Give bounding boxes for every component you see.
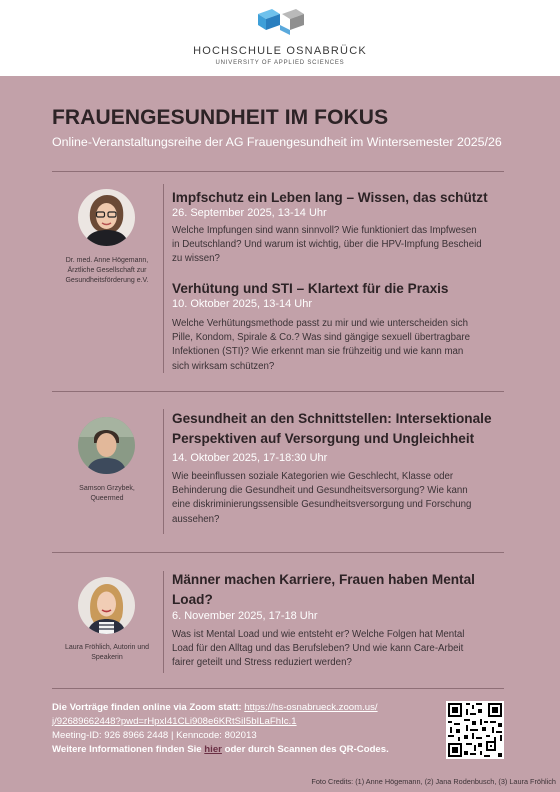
talk-description-line: Wie beeinflussen soziale Kategorien wie Geschlecht, Klasse oder bbox=[172, 471, 454, 482]
photo-credits: Foto Credits: (1) Anne Högemann, (2) Jana Rodenbusch, (3) Laura Fröhlich bbox=[311, 777, 556, 786]
more-info-line bbox=[52, 743, 389, 757]
talk-title-line: Perspektiven auf Versorgung und Ungleichheit bbox=[172, 431, 475, 446]
talk-description-4 bbox=[172, 628, 507, 671]
talk-description-2 bbox=[172, 317, 507, 374]
speaker-caption-line: Samson Grzybek, bbox=[79, 485, 135, 492]
zoom-info-prefix: Die Vorträge finden online via Zoom statt: bbox=[52, 702, 242, 713]
talk-description-line: Welche Verhütungsmethode passt zu mir und wie unterscheiden sich bbox=[172, 318, 468, 329]
speaker-caption-line: Queermed bbox=[90, 495, 124, 502]
speaker-caption-line: Dr. med. Anne Högemann, bbox=[65, 257, 149, 264]
meeting-info: Meeting-ID: 926 8966 2448 | Kenncode: 802013 bbox=[52, 730, 257, 741]
divider bbox=[52, 391, 504, 392]
talk-description-line: eine diskriminierungssensible Gesundheitsversorgung und Forschung bbox=[172, 499, 472, 511]
speaker-caption-line: Ärztliche Gesellschaft zur bbox=[67, 267, 147, 274]
vertical-divider bbox=[163, 409, 164, 534]
talk-description-3 bbox=[172, 470, 507, 527]
talk-description-line: Infektionen (STI)? Wie erkennt man sie frühzeitig und wie kann man bbox=[172, 346, 464, 358]
more-info-link[interactable]: hier bbox=[204, 744, 222, 755]
talk-title-line: Impfschutz ein Leben lang – Wissen, das schützt bbox=[172, 190, 488, 205]
hs-osnabrueck-logo-icon bbox=[258, 9, 304, 35]
talk-date-2: 10. Oktober 2025, 13-14 Uhr bbox=[172, 298, 313, 310]
talk-description-1 bbox=[172, 224, 507, 267]
talk-title-line: Verhütung und STI – Klartext für die Praxis bbox=[172, 281, 449, 296]
talk-description-line: fairer geteilt und Stress reduziert werden? bbox=[172, 657, 352, 669]
page-title: FRAUENGESUNDHEIT IM FOKUS bbox=[52, 106, 389, 129]
talk-date-1: 26. September 2025, 13-14 Uhr bbox=[172, 207, 327, 219]
speaker-caption-line: Speakerin bbox=[91, 654, 123, 661]
avatar-samson-grzybek bbox=[78, 417, 135, 474]
talk-description-line: Pille, Kondom, Spirale & Co.? Was sind gängige sexuell übertragbare bbox=[172, 332, 470, 344]
speaker-caption-1 bbox=[52, 256, 162, 286]
talk-description-line: Load für den Alltag und das Berufsleben? Und wie kann Care-Arbeit bbox=[172, 643, 464, 655]
zoom-link-continued[interactable]: j/92689662448?pwd=rHpxI41CLi908e6KRtSiI5bILaFhIc.1 bbox=[52, 716, 297, 727]
header bbox=[0, 0, 560, 76]
vertical-divider bbox=[163, 184, 164, 373]
zoom-info-line bbox=[52, 701, 378, 715]
qr-code-icon[interactable] bbox=[446, 701, 504, 759]
talk-title-2 bbox=[172, 279, 507, 299]
talk-date-3: 14. Oktober 2025, 17-18:30 Uhr bbox=[172, 452, 328, 464]
more-info-suffix: oder durch Scannen des QR-Codes. bbox=[224, 744, 389, 755]
talk-description-line: Was ist Mental Load und wie entsteht er? Welche Folgen hat Mental bbox=[172, 629, 465, 640]
talk-description-line: sich wirksam schützen? bbox=[172, 360, 275, 372]
talk-title-1 bbox=[172, 188, 507, 208]
talk-title-4 bbox=[172, 570, 507, 610]
zoom-link[interactable]: https://hs-osnabrueck.zoom.us/ bbox=[244, 702, 378, 713]
talk-date-4: 6. November 2025, 17-18 Uhr bbox=[172, 610, 318, 622]
speaker-caption-3 bbox=[52, 643, 162, 663]
vertical-divider bbox=[163, 571, 164, 673]
talk-title-line: Gesundheit an den Schnittstellen: Intersektionale bbox=[172, 411, 492, 426]
speaker-caption-line: Laura Fröhlich, Autorin und bbox=[64, 644, 150, 651]
talk-title-line: Männer machen Karriere, Frauen haben Mental bbox=[172, 572, 475, 587]
divider bbox=[52, 688, 504, 689]
page-subtitle: Online-Veranstaltungsreihe der AG Frauengesundheit im Wintersemester 2025/26 bbox=[52, 135, 502, 149]
talk-description-line: in Deutschland? Und warum ist wichtig, über die HPV-Impfung Bescheid bbox=[172, 239, 482, 251]
talk-description-line: zu wissen? bbox=[172, 253, 220, 265]
avatar-anne-hoegemann bbox=[78, 189, 135, 246]
talk-description-line: aussehen? bbox=[172, 513, 220, 525]
talk-description-line: Behinderung die Gesundheit und Gesundheitsversorgung? Wie kann bbox=[172, 485, 468, 497]
divider bbox=[52, 171, 504, 172]
avatar-laura-froehlich bbox=[78, 577, 135, 634]
talk-title-3 bbox=[172, 409, 507, 449]
zoom-link-line bbox=[52, 715, 297, 729]
speaker-caption-line: Gesundheitsförderung e.V. bbox=[65, 277, 149, 284]
university-name: HOCHSCHULE OSNABRÜCK bbox=[193, 45, 367, 57]
talk-description-line: Welche Impfungen sind wann sinnvoll? Wie funktioniert das Impfwesen bbox=[172, 225, 477, 236]
speaker-caption-2 bbox=[52, 484, 162, 504]
university-subtitle: UNIVERSITY OF APPLIED SCIENCES bbox=[215, 60, 345, 66]
talk-title-line: Load? bbox=[172, 592, 213, 607]
more-info-prefix: Weitere Informationen finden Sie bbox=[52, 744, 202, 755]
divider bbox=[52, 552, 504, 553]
